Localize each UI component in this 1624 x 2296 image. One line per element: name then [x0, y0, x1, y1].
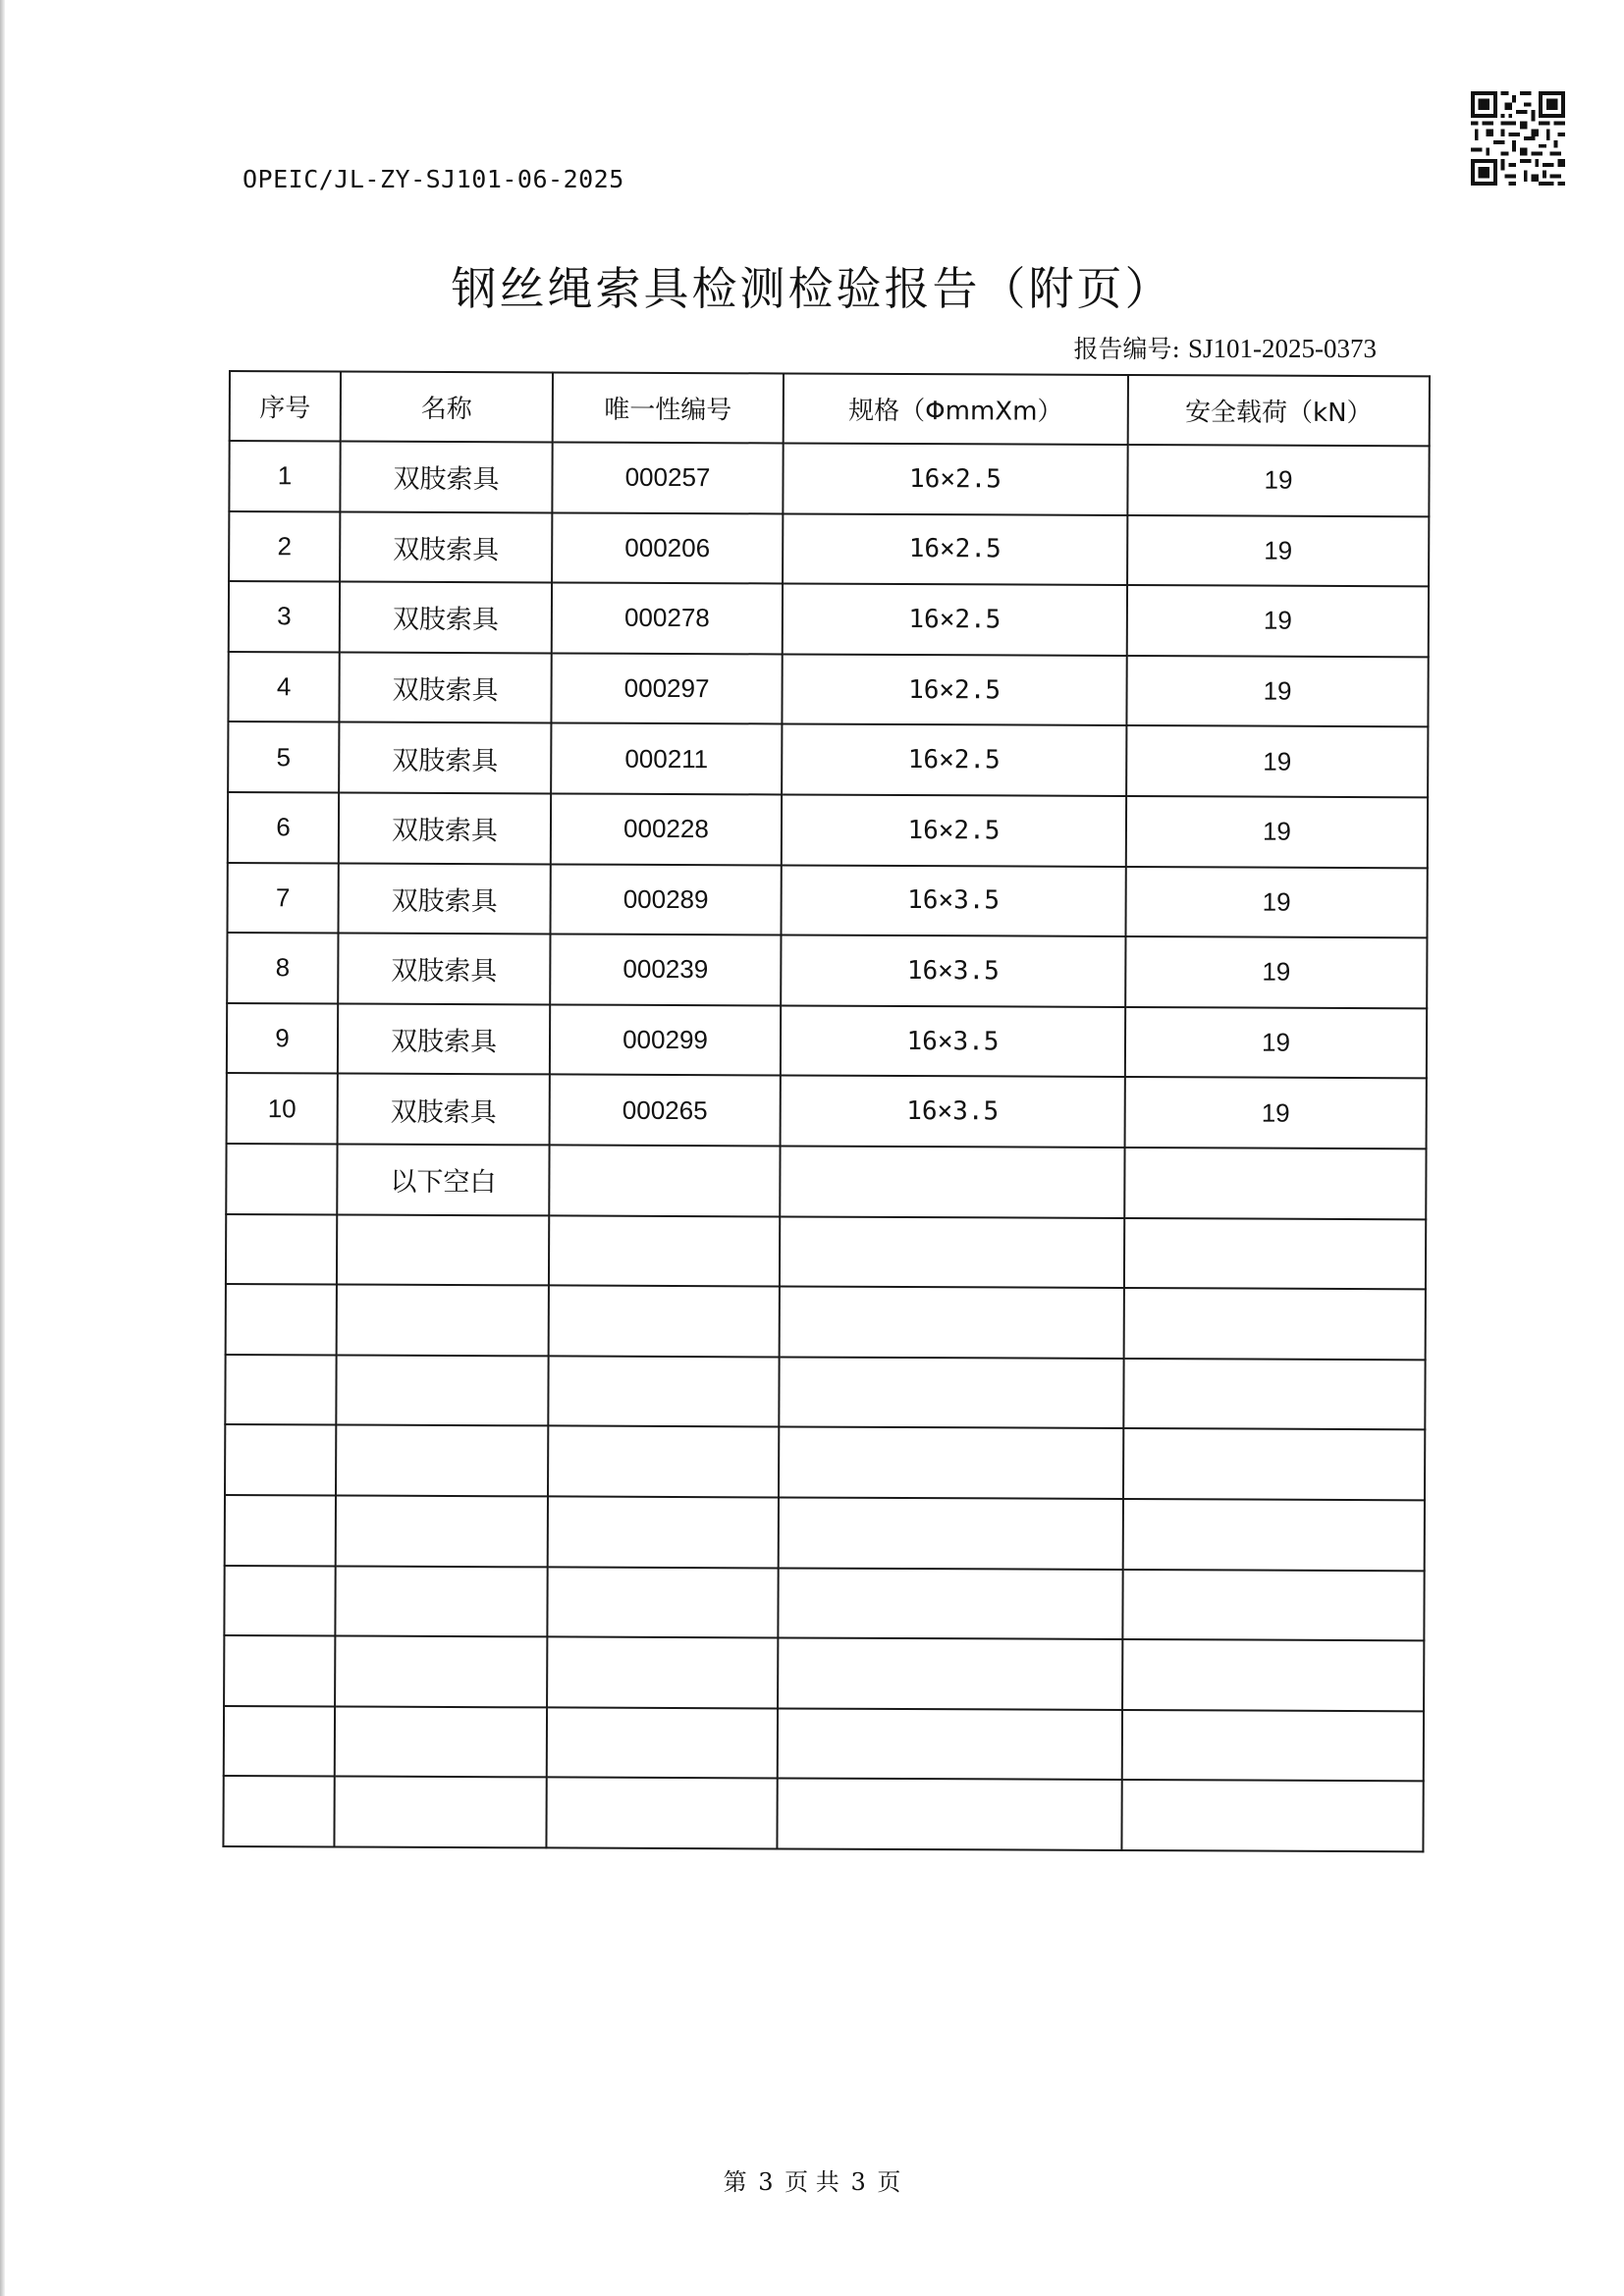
cell-id: 000239: [550, 934, 781, 1006]
cell-name: 双肢索具: [340, 582, 552, 654]
cell-id: 000289: [550, 864, 781, 935]
cell-spec: 16×2.5: [782, 654, 1126, 725]
table-row: [224, 1635, 1424, 1711]
cell-id: 000211: [551, 723, 782, 795]
cell-no: [226, 1284, 337, 1355]
header-id: 唯一性编号: [553, 372, 784, 443]
cell-load: [1122, 1639, 1424, 1711]
footer-prefix: 第: [723, 2168, 747, 2196]
cell-no: [226, 1144, 337, 1214]
cell-name: 双肢索具: [338, 1074, 550, 1146]
cell-load: [1122, 1710, 1424, 1782]
table-row: [228, 792, 1428, 868]
cell-id: 000257: [552, 442, 783, 513]
cell-no: 2: [229, 511, 340, 582]
cell-spec: [779, 1497, 1123, 1569]
cell-load: 19: [1127, 445, 1429, 516]
cell-spec: 16×2.5: [782, 794, 1126, 866]
cell-load: [1122, 1569, 1424, 1640]
cell-no: [224, 1706, 335, 1777]
table-row: [224, 1565, 1424, 1640]
cell-load: [1124, 1218, 1426, 1290]
cell-no: 5: [228, 721, 339, 792]
table-row: [225, 1495, 1425, 1571]
cell-name: [335, 1706, 547, 1778]
scan-edge: [0, 0, 5, 2296]
cell-name: 双肢索具: [339, 722, 551, 794]
cell-spec: [778, 1568, 1122, 1639]
cell-no: [225, 1355, 336, 1425]
cell-spec: [778, 1638, 1122, 1710]
cell-no: 7: [227, 863, 338, 934]
cell-spec: 16×3.5: [781, 865, 1125, 936]
table-row: [227, 933, 1427, 1008]
cell-id: [549, 1215, 780, 1287]
table-row: [228, 721, 1428, 797]
table-row: [225, 1355, 1425, 1430]
document-code: OPEIC/JL-ZY-SJ101-06-2025: [243, 165, 624, 193]
cell-name: [336, 1425, 548, 1497]
table-row: [225, 1424, 1425, 1500]
header-name: 名称: [341, 371, 553, 442]
cell-no: [226, 1214, 337, 1285]
cell-id: [546, 1778, 777, 1849]
cell-name: [336, 1355, 548, 1426]
cell-spec: 16×3.5: [781, 1005, 1125, 1077]
report-number: [1074, 330, 1377, 365]
cell-no: 10: [227, 1073, 338, 1144]
cell-load: 19: [1125, 936, 1427, 1008]
cell-spec: [777, 1779, 1121, 1850]
cell-id: [549, 1145, 780, 1216]
cell-name: [335, 1566, 547, 1637]
footer-suffix: 页: [877, 2168, 901, 2196]
cell-load: 19: [1127, 515, 1429, 587]
cell-id: 000228: [551, 793, 782, 865]
cell-name: [337, 1285, 549, 1357]
cell-load: [1123, 1428, 1425, 1500]
cell-spec: 16×2.5: [783, 443, 1127, 514]
table-row: [229, 581, 1429, 657]
cell-spec: [778, 1708, 1122, 1780]
cell-id: [547, 1567, 778, 1638]
cell-no: [224, 1565, 335, 1635]
header-spec: 规格（ΦmmXm）: [784, 373, 1128, 445]
page-footer: [0, 2163, 1624, 2197]
table-row: [224, 1706, 1424, 1782]
cell-spec: 16×2.5: [783, 513, 1127, 585]
cell-no: 4: [228, 652, 339, 722]
cell-load: 19: [1126, 656, 1428, 727]
cell-name: [337, 1214, 549, 1286]
cell-id: 000206: [552, 512, 783, 584]
cell-no: 6: [228, 792, 339, 863]
cell-no: 9: [227, 1003, 338, 1074]
cell-id: [549, 1286, 780, 1358]
table-row: [228, 652, 1428, 727]
qr-code-icon: [1471, 91, 1565, 186]
table-row: [226, 1214, 1426, 1290]
cell-no: [225, 1424, 336, 1495]
cell-spec: [780, 1146, 1124, 1217]
cell-load: [1121, 1780, 1423, 1851]
page-title: 钢丝绳索具检测检验报告（附页）: [451, 262, 1173, 315]
cell-no: 8: [227, 933, 338, 1003]
table-row: [223, 1776, 1423, 1851]
header-no: 序号: [230, 371, 341, 441]
cell-id: [548, 1496, 779, 1568]
table-row: [229, 441, 1429, 516]
footer-page: 3: [758, 2168, 774, 2196]
table-row: [227, 863, 1427, 938]
cell-load: 19: [1127, 585, 1429, 657]
table-row: [226, 1144, 1426, 1219]
cell-name: [336, 1495, 548, 1567]
cell-name: 双肢索具: [340, 441, 552, 512]
cell-id: [547, 1637, 778, 1709]
report-number-label: 报告编号:: [1073, 335, 1180, 363]
cell-name: 双肢索具: [339, 652, 551, 723]
table-row: [227, 1003, 1427, 1079]
cell-name: [335, 1636, 547, 1708]
cell-load: 19: [1125, 1077, 1427, 1148]
cell-id: 000299: [550, 1004, 781, 1076]
cell-no: [224, 1635, 335, 1706]
table-row: [226, 1284, 1426, 1360]
cell-name: 双肢索具: [340, 511, 552, 583]
footer-middle: 页 共: [785, 2168, 839, 2196]
cell-load: 19: [1125, 1007, 1427, 1079]
cell-name: 双肢索具: [338, 863, 550, 934]
cell-name: 双肢索具: [339, 792, 551, 864]
cell-spec: 16×3.5: [781, 1076, 1125, 1148]
table-row: [229, 511, 1429, 587]
cell-id: 000297: [551, 653, 782, 724]
cell-no: [225, 1495, 336, 1566]
cell-no: 1: [229, 441, 340, 511]
cell-name: 以下空白: [337, 1144, 549, 1215]
table-header-row: [230, 371, 1430, 446]
cell-id: [547, 1707, 778, 1779]
cell-no: [223, 1776, 334, 1846]
cell-spec: [780, 1216, 1124, 1288]
cell-id: [548, 1426, 779, 1498]
cell-spec: 16×2.5: [783, 584, 1127, 656]
cell-load: 19: [1126, 725, 1428, 797]
cell-id: 000278: [552, 583, 783, 655]
cell-spec: [780, 1287, 1124, 1359]
report-number-value: SJ101-2025-0373: [1187, 334, 1377, 363]
cell-spec: [779, 1357, 1123, 1428]
cell-load: [1124, 1288, 1426, 1360]
cell-id: [548, 1356, 779, 1427]
cell-load: 19: [1126, 796, 1428, 868]
cell-load: [1124, 1148, 1426, 1219]
cell-spec: 16×3.5: [781, 935, 1125, 1007]
header-load: 安全载荷（kN）: [1128, 375, 1430, 446]
cell-load: [1123, 1359, 1425, 1430]
cell-name: 双肢索具: [338, 934, 550, 1005]
cell-load: [1123, 1499, 1425, 1571]
cell-load: 19: [1125, 867, 1427, 938]
cell-spec: [779, 1427, 1123, 1499]
cell-no: 3: [229, 581, 340, 652]
cell-name: [334, 1777, 546, 1848]
cell-name: 双肢索具: [338, 1003, 550, 1075]
footer-total: 3: [850, 2168, 866, 2196]
cell-id: 000265: [550, 1075, 781, 1147]
table-row: [227, 1073, 1427, 1148]
cell-spec: 16×2.5: [782, 724, 1126, 796]
inspection-table: [222, 370, 1431, 1852]
